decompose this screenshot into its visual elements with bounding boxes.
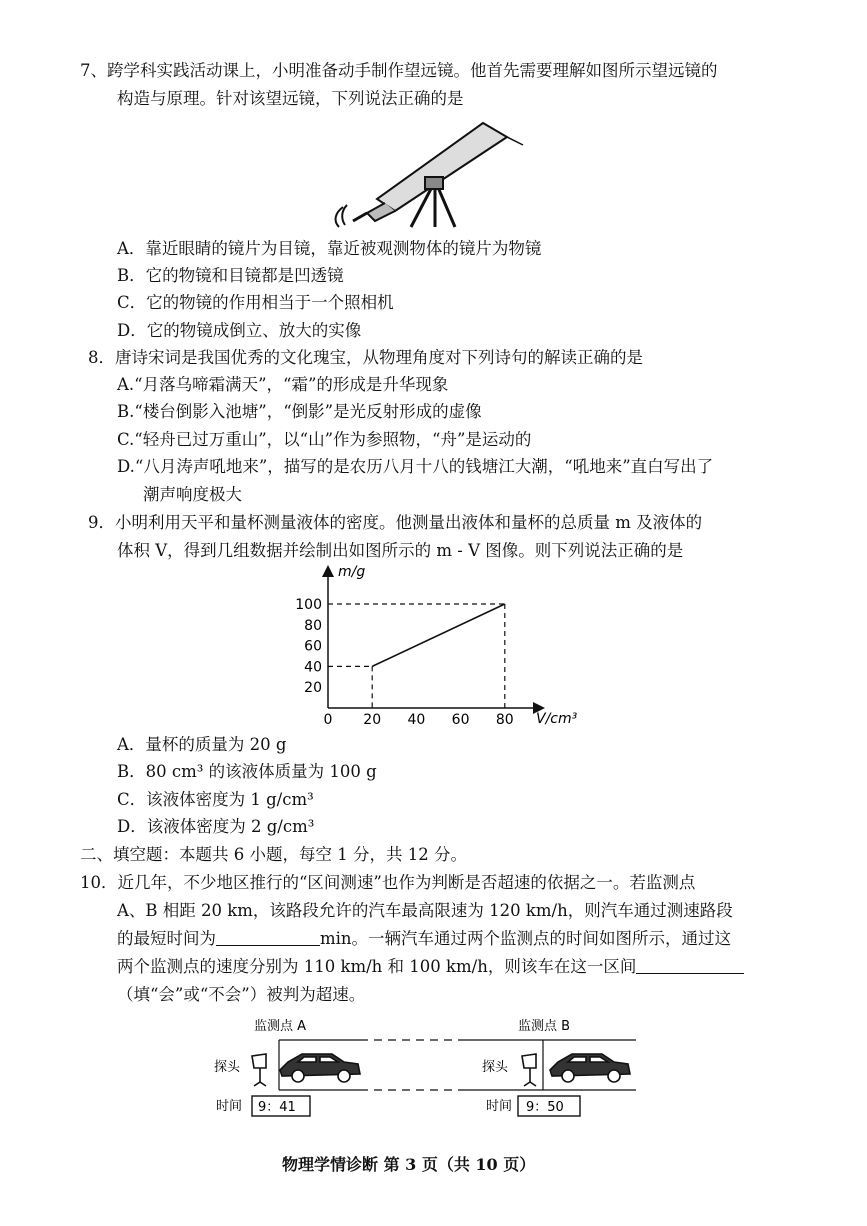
point-a-label: 监测点 A	[254, 1019, 307, 1034]
y-axis-label: m/g	[338, 564, 366, 580]
q9-option-d: D．该液体密度为 2 g/cm³	[117, 817, 315, 836]
q8-option-d-line-1: D.“八月涛声吼地来”，描写的是农历八月十八的钱塘江大潮，“吼地来”直白写出了	[117, 457, 714, 476]
m-v-chart	[290, 560, 580, 735]
time-a-value: 9：41	[258, 1100, 296, 1115]
x-tick-label: 80	[495, 712, 514, 728]
q9-option-a: A．量杯的质量为 20 g	[117, 735, 287, 754]
speed-camera-figure	[200, 1010, 650, 1122]
y-tick-label: 100	[295, 597, 322, 613]
q7-stem-line-1: 7、跨学科实践活动课上，小明准备动手制作望远镜。他首先需要理解如图所示望远镜的	[80, 61, 718, 80]
section-2-heading: 二、填空题：本题共 6 小题，每空 1 分，共 12 分。	[80, 845, 467, 864]
camera-icon	[252, 1054, 266, 1086]
q10-line-3	[117, 928, 731, 950]
series-line	[372, 604, 505, 666]
answer-blank-1[interactable]	[216, 929, 320, 946]
time-label-a: 时间	[216, 1099, 243, 1114]
q8-stem: 8．唐诗宋词是我国优秀的文化瑰宝，从物理角度对下列诗句的解读正确的是	[88, 348, 643, 367]
q9-option-c: C．该液体密度为 1 g/cm³	[117, 790, 314, 809]
y-tick-label: 40	[304, 659, 322, 676]
x-tick-label: 20	[363, 712, 382, 728]
y-tick-label: 60	[304, 638, 322, 655]
x-tick-label: 60	[451, 712, 470, 728]
q9-stem-line-1: 9．小明利用天平和量杯测量液体的密度。他测量出液体和量杯的总质量 m 及液体的	[88, 513, 703, 532]
answer-blank-2[interactable]	[636, 957, 744, 974]
probe-label-a: 探头	[214, 1060, 241, 1075]
time-b-value: 9：50	[526, 1100, 564, 1115]
probe-label-b: 探头	[482, 1060, 509, 1075]
x-tick-label: 0	[323, 712, 333, 728]
telescope-illustration	[325, 115, 525, 230]
y-tick-label: 20	[304, 680, 322, 697]
q7-option-a: A．靠近眼睛的镜片为目镜，靠近被观测物体的镜片为物镜	[117, 239, 542, 258]
q7-stem-line-2: 构造与原理。针对该望远镜，下列说法正确的是	[117, 89, 464, 108]
y-tick-label: 80	[304, 617, 322, 634]
camera-icon	[522, 1054, 536, 1086]
time-label-b: 时间	[486, 1099, 513, 1114]
point-b-label: 监测点 B	[518, 1019, 571, 1034]
page-footer: 物理学情诊断 第 3 页（共 10 页）	[282, 1155, 536, 1174]
x-tick-label: 40	[407, 712, 426, 728]
q8-option-d-line-2: 潮声响度极大	[143, 485, 242, 504]
q10-line-1: 10．近几年，不少地区推行的“区间测速”也作为判断是否超速的依据之一。若监测点	[80, 873, 696, 892]
q10-line-2: A、B 相距 20 km，该路段允许的汽车最高限速为 120 km/h，则汽车通过测速路段	[117, 901, 733, 920]
q10-line-4	[117, 956, 744, 978]
q10-line-3-start: 的最短时间为	[117, 929, 216, 948]
q10-line-3-end: min。一辆汽车通过两个监测点的时间如图所示，通过这	[320, 929, 732, 948]
q7-option-c: C．它的物镜的作用相当于一个照相机	[117, 293, 394, 312]
q9-option-b: B．80 cm³ 的该液体质量为 100 g	[117, 762, 377, 781]
q10-line-4-text: 两个监测点的速度分别为 110 km/h 和 100 km/h，则该车在这一区间	[117, 957, 637, 976]
q10-line-5: （填“会”或“不会”）被判为超速。	[117, 985, 366, 1004]
car-icon	[280, 1054, 360, 1082]
car-icon	[550, 1054, 630, 1082]
q7-option-d: D．它的物镜成倒立、放大的实像	[117, 321, 362, 340]
q8-option-a: A.“月落乌啼霜满天”，“霜”的形成是升华现象	[117, 375, 449, 394]
q8-option-b: B.“楼台倒影入池塘”，“倒影”是光反射形成的虚像	[117, 402, 482, 421]
q9-stem-line-2: 体积 V，得到几组数据并绘制出如图所示的 m - V 图像。则下列说法正确的是	[117, 541, 684, 560]
q8-option-c: C.“轻舟已过万重山”，以“山”作为参照物，“舟”是运动的	[117, 430, 532, 449]
q7-option-b: B．它的物镜和目镜都是凹透镜	[117, 266, 344, 285]
x-axis-label: V/cm³	[536, 711, 578, 727]
